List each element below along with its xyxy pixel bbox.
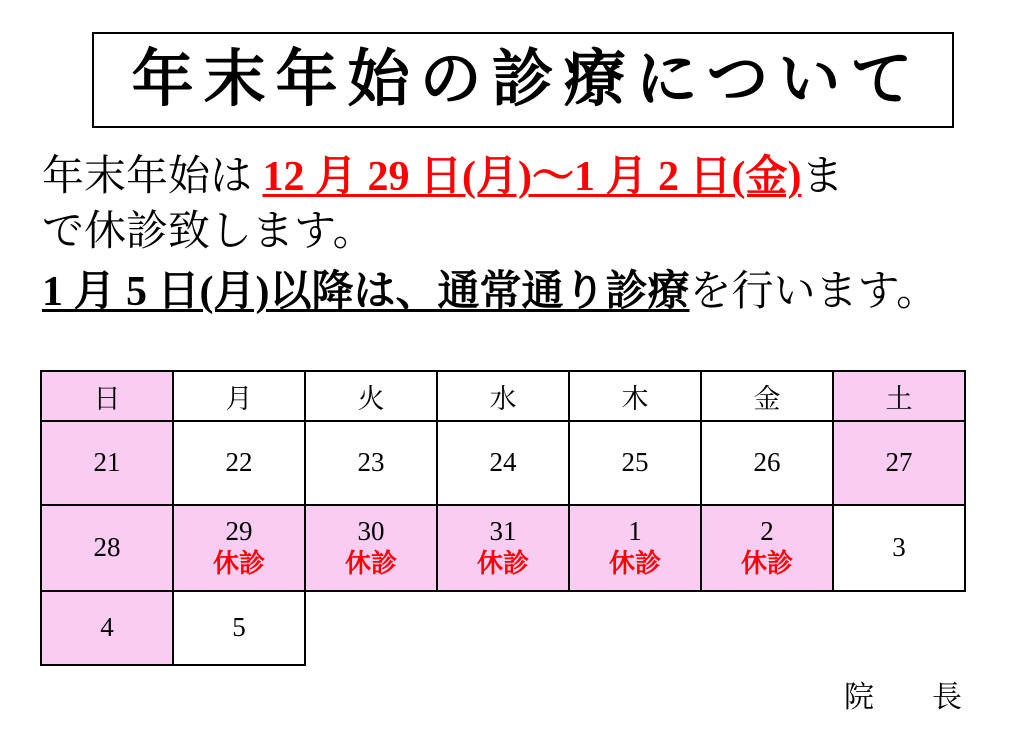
calendar-cell	[41, 591, 173, 665]
calendar-day-number: 24	[489, 447, 517, 478]
calendar-cell	[173, 421, 305, 505]
calendar-day-number: 2	[760, 515, 774, 546]
calendar-closed-label: 休診	[212, 549, 265, 579]
calendar-cell	[41, 505, 173, 591]
notice-line-1-prefix: 年末年始は	[42, 154, 263, 200]
calendar-day-number: 27	[885, 447, 913, 478]
calendar-cell-empty	[833, 591, 965, 665]
calendar-cell	[305, 421, 437, 505]
calendar-header-sunday: 日	[41, 371, 173, 421]
calendar-cell	[173, 505, 305, 591]
signature-line: 院 長	[844, 681, 976, 714]
page-title: 年末年始の診療について	[131, 46, 923, 114]
notice-body	[42, 150, 1002, 320]
calendar-header-thursday: 木	[569, 371, 701, 421]
resume-date-emphasis: 1 月 5 日(月)以降は、通常通り診療	[42, 268, 690, 315]
calendar-day-number: 3	[892, 532, 906, 563]
calendar-day-number: 28	[93, 532, 121, 563]
calendar-cell-empty	[701, 591, 833, 665]
calendar-table	[40, 370, 966, 666]
calendar-day-number: 1	[628, 515, 642, 546]
calendar-cell	[173, 591, 305, 665]
calendar-cell	[569, 421, 701, 505]
calendar-cell	[701, 421, 833, 505]
calendar-day-number: 25	[621, 447, 649, 478]
calendar-day-number: 26	[753, 447, 781, 478]
calendar-closed-label: 休診	[608, 549, 661, 579]
calendar-header-tuesday: 火	[305, 371, 437, 421]
calendar-day-number: 5	[232, 612, 246, 643]
calendar-cell	[437, 421, 569, 505]
calendar-day-number: 31	[489, 515, 517, 546]
calendar-row	[41, 591, 965, 665]
notice-line-1	[42, 150, 1002, 205]
calendar-cell	[833, 505, 965, 591]
calendar-row	[41, 505, 965, 591]
calendar-day-number: 29	[225, 515, 253, 546]
notice-line-3-tail: を行います。	[689, 268, 939, 315]
calendar-cell-empty	[569, 591, 701, 665]
notice-line-3	[42, 265, 1002, 320]
notice-line-1-suffix: ま	[801, 154, 844, 200]
calendar-day-number: 22	[225, 447, 253, 478]
calendar-day-number: 4	[100, 612, 114, 643]
calendar-cell	[833, 421, 965, 505]
calendar-row	[41, 421, 965, 505]
calendar-cell-empty	[305, 591, 437, 665]
calendar-cell	[569, 505, 701, 591]
calendar-cell-empty	[437, 591, 569, 665]
calendar-day-number: 23	[357, 447, 385, 478]
notice-line-2: で休診致します。	[42, 209, 375, 256]
calendar-header-friday: 金	[701, 371, 833, 421]
calendar-cell	[305, 505, 437, 591]
calendar-day-number: 30	[357, 515, 385, 546]
calendar-header-wednesday: 水	[437, 371, 569, 421]
calendar-header-monday: 月	[173, 371, 305, 421]
notice-title-box	[92, 32, 954, 128]
calendar-cell	[701, 505, 833, 591]
calendar-closed-label: 休診	[344, 549, 397, 579]
calendar-day-number: 21	[93, 447, 121, 478]
calendar-header-saturday: 土	[833, 371, 965, 421]
calendar-closed-label: 休診	[740, 549, 793, 579]
calendar-cell	[41, 421, 173, 505]
calendar-header-row	[41, 371, 965, 421]
closed-period-highlight: 12 月 29 日(月)〜1 月 2 日(金)	[262, 154, 802, 200]
calendar-cell	[437, 505, 569, 591]
calendar-closed-label: 休診	[476, 549, 529, 579]
